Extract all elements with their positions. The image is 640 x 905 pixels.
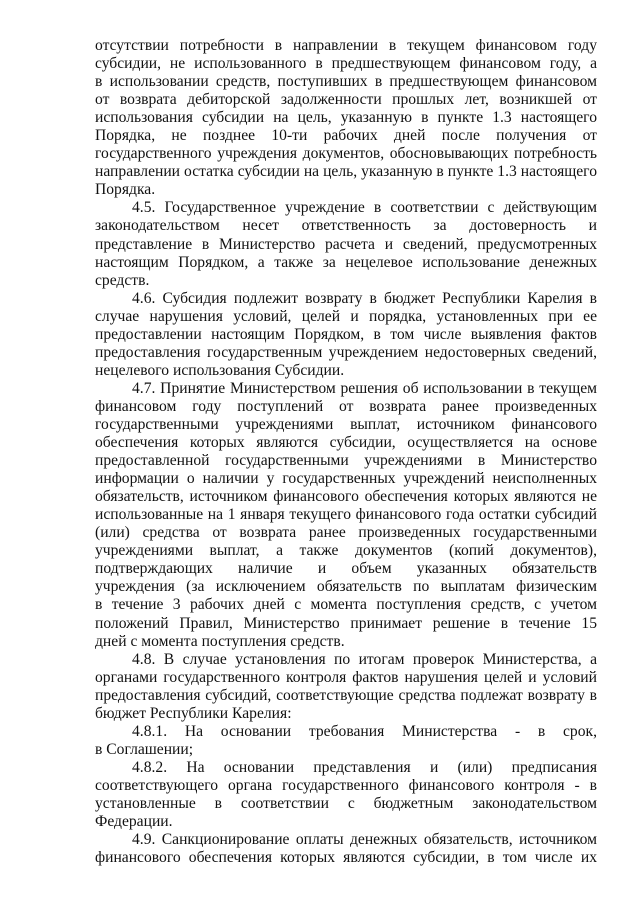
text-line: использованные на 1 января текущего финансового года остатки субсидий (95, 506, 597, 524)
text-line: законодательством несет ответственность за достоверность и (95, 217, 597, 235)
text-line: случае нарушения условий, целей и порядка, установленных при ее (95, 307, 597, 325)
paragraph-4-6-line: 4.6. Субсидия подлежит возврату в бюджет Республики Карелия в (132, 289, 597, 307)
text-line: (или) средства от возврата ранее произведенных государственными (95, 524, 597, 542)
text-line: органами государственного контроля фактов нарушения целей и условий (95, 668, 597, 686)
text-line: настоящим Порядком, а также за нецелевое использование денежных (95, 253, 597, 271)
text-line: от возврата дебиторской задолженности прошлых лет, возникшей от (95, 91, 597, 109)
text-line: использования субсидии на цель, указанную в пункте 1.3 настоящего (95, 109, 597, 127)
text-line: направлении остатка субсидии на цель, указанную в пункте 1.3 настоящего (95, 163, 597, 181)
text-line: нецелевого использования Субсидии. (95, 361, 345, 379)
text-line: дней с момента поступления средств. (95, 632, 345, 650)
text-line: подтверждающих наличие и объем указанных обязательств (95, 560, 597, 578)
paragraph-4-7-line: 4.7. Принятие Министерством решения об использовании в текущем (132, 379, 597, 397)
text-line: положений Правил, Министерство принимает решение в течение 15 (95, 614, 597, 632)
text-line: информации о наличии у государственных учреждений неисполненных (95, 470, 597, 488)
document-page (95, 37, 597, 867)
text-line: в использовании средств, поступивших в предшествующем финансовом (95, 73, 597, 91)
text-line: средств. (95, 271, 150, 289)
text-line: отсутствии потребности в направлении в текущем финансовом году (95, 37, 597, 54)
text-line: бюджет Республики Карелия: (95, 704, 292, 722)
text-line: Порядка. (95, 181, 156, 199)
paragraph-4-5-line: 4.5. Государственное учреждение в соответствии с действующим (132, 199, 597, 217)
text-line: Федерации. (95, 813, 173, 831)
text-line: государственными учреждениями выплат, источником финансового (95, 415, 597, 433)
text-line: субсидии, не использованного в предшествующем финансовом году, а (95, 55, 597, 73)
text-line: предоставленной государственными учреждениями в Министерство (95, 452, 597, 470)
text-line: обязательств, источником финансового обеспечения которых являются не (95, 488, 597, 506)
text-line: установленные в соответствии с бюджетным законодательством (95, 794, 597, 812)
text-line: учреждениями выплат, а также документов (копий документов), (95, 542, 597, 560)
text-line: государственного учреждения документов, обосновывающих потребность (95, 145, 597, 163)
text-line: предоставления государственным учреждением недостоверных сведений, (95, 343, 597, 361)
text-line: в течение 3 рабочих дней с момента поступления средств, с учетом (95, 596, 597, 614)
text-line: финансовом году поступлений от возврата ранее произведенных (95, 397, 597, 415)
text-line: представление в Министерство расчета и сведений, предусмотренных (95, 235, 597, 253)
text-line: предоставлении настоящим Порядком, в том числе выявления фактов (95, 325, 597, 343)
paragraph-4-9-line: 4.9. Санкционирование оплаты денежных обязательств, источником (132, 831, 597, 849)
text-line: Порядка, не позднее 10-ти рабочих дней после получения от (95, 127, 597, 145)
text-line: учреждения (за исключением обязательств по выплатам физическим (95, 578, 597, 596)
text-line: в Соглашении; (95, 740, 194, 758)
text-line: обеспечения которых являются субсидии, осуществляется на основе (95, 434, 597, 452)
paragraph-4-8-line: 4.8. В случае установления по итогам проверок Министерства, а (132, 650, 597, 668)
paragraph-4-8-1-line: 4.8.1. На основании требования Министерства - в срок, (132, 722, 597, 740)
paragraph-4-8-2-line: 4.8.2. На основании представления и (или) предписания (132, 758, 597, 776)
text-line: предоставления субсидий, соответствующие средства подлежат возврату в (95, 686, 597, 704)
text-line: соответствующего органа государственного финансового контроля - в (95, 776, 597, 794)
text-line: финансового обеспечения которых являются субсидии, в том числе их (95, 849, 597, 867)
